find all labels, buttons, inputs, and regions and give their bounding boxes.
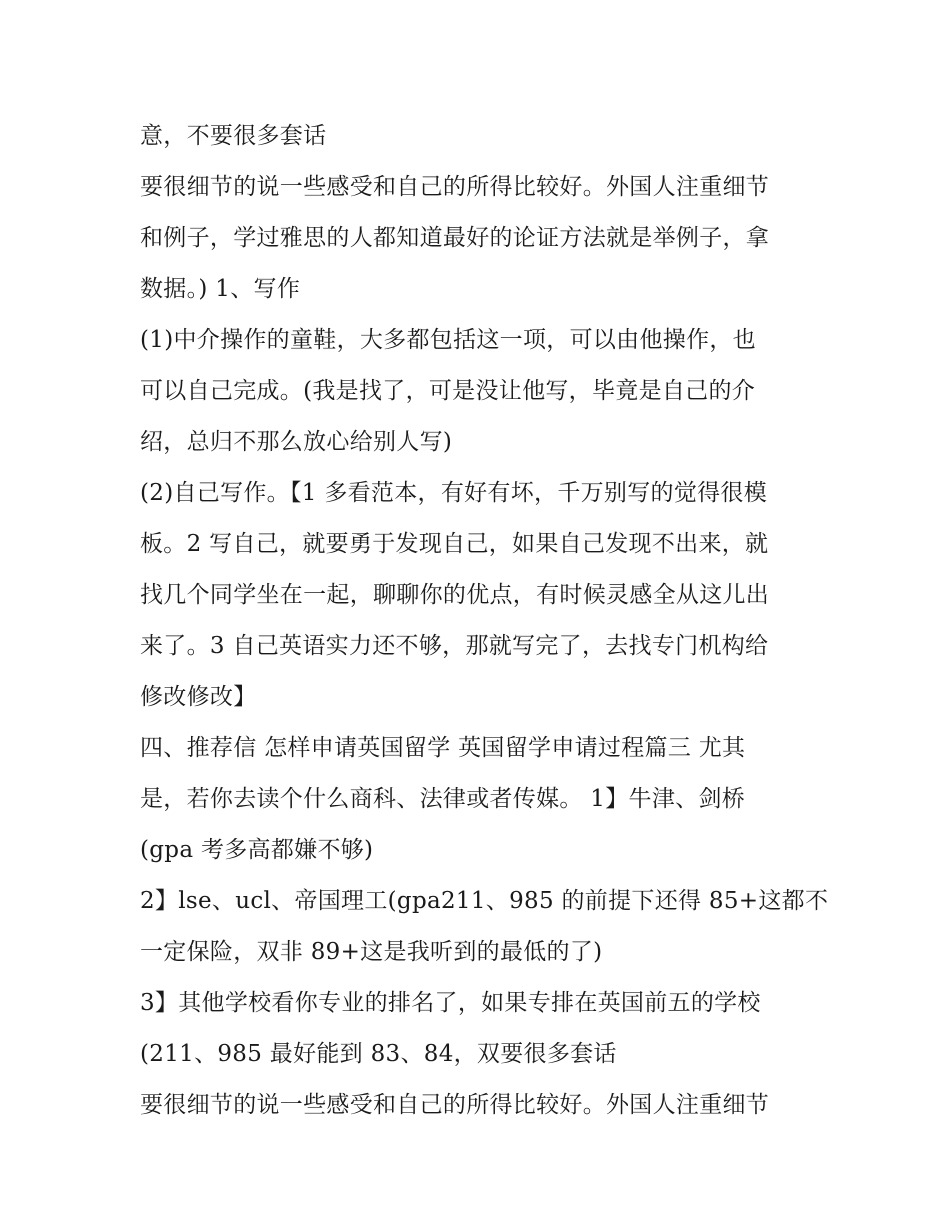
text-line: 修改修改】 — [140, 683, 257, 710]
text-line: 板。2 写自己，就要勇于发现自己，如果自己发现不出来，就 — [140, 530, 769, 557]
text-line: (gpa 考多高都嫌不够) — [140, 836, 374, 863]
text-line: 3】其他学校看你专业的排名了，如果专排在英国前五的学校 — [140, 989, 761, 1016]
text-line: 四、推荐信 怎样申请英国留学 英国留学申请过程篇三 尤其 — [140, 734, 746, 761]
text-line: 意，不要很多套话 — [140, 122, 327, 149]
text-line: (2)自己写作。【1 多看范本，有好有坏，千万别写的觉得很模 — [140, 479, 768, 506]
text-line: 2】lse、ucl、帝国理工(gpa211、985 的前提下还得 85+这都不 — [140, 887, 829, 914]
text-line: 要很细节的说一些感受和自己的所得比较好。外国人注重细节 — [140, 173, 770, 200]
text-line: (1)中介操作的童鞋，大多都包括这一项，可以由他操作，也 — [140, 326, 756, 353]
text-line: 要很细节的说一些感受和自己的所得比较好。外国人注重细节 — [140, 1091, 770, 1118]
text-line: 找几个同学坐在一起，聊聊你的优点，有时候灵感全从这儿出 — [140, 581, 770, 608]
body-text — [140, 110, 829, 1130]
text-line: 可以自己完成。(我是找了，可是没让他写，毕竟是自己的介 — [140, 377, 756, 404]
text-line: (211、985 最好能到 83、84，双要很多套话 — [140, 1040, 617, 1067]
text-line: 数据。) 1、写作 — [140, 275, 301, 302]
text-line: 来了。3 自己英语实力还不够，那就写完了，去找专门机构给 — [140, 632, 769, 659]
text-line: 是，若你去读个什么商科、法律或者传媒。 1】牛津、剑桥 — [140, 785, 746, 812]
text-line: 和例子，学过雅思的人都知道最好的论证方法就是举例子，拿 — [140, 224, 770, 251]
text-line: 一定保险，双非 89+这是我听到的最低的了) — [140, 938, 603, 965]
text-line: 绍，总归不那么放心给别人写) — [140, 428, 453, 455]
